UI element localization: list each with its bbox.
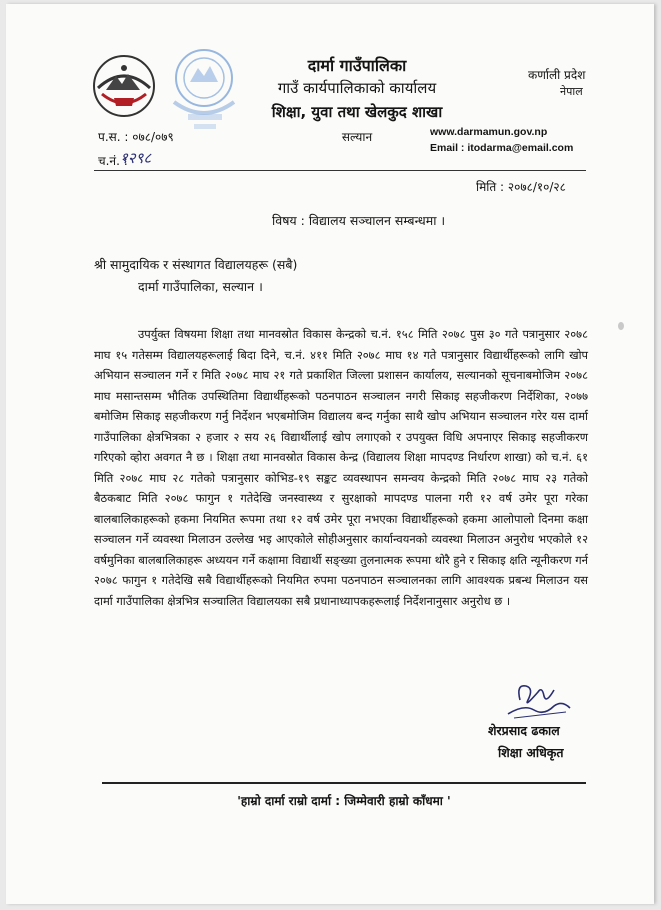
letter-body-text: उपर्युक्त विषयमा शिक्षा तथा मानवस्रोत विकास केन्द्रको च.नं. १५८ मिति २०७८ पुस ३० गते पत्रानुसार २०७८ माघ १५ गतेसम्म विद्यालयहरूलाई बिदा दिने, च.नं. ४११ मिति २०७८ माघ १४ गते पत्रानुसार विद्यार्थीहरूको लागि खोप अभियान सञ्चालन गर्ने र मिति २०७८ माघ २१ गते प्रकाशित जिल्ला प्रशासन कार्यालय, सल्यानको सूचनाबमोजिम २०७८ माघ मसान्तसम्म भौतिक उपस्थितिमा विद्यार्थीहरूको पठनपाठन सञ्चालन नगरी सिकाइ सहजीकरण निर्देशिका, २०७७ बमोजिम सिकाइ सहजीकरण गर्नु निर्देशन भएबमोजिम विद्यालय बन्द गर्नुका साथै खोप अभियान सञ्चालन गरेर यस दार्मा गाउँपालिका क्षेत्रभित्रका २ हजार २ सय २६ विद्यार्थीलाई खोप लगाएको र उपयुक्त विधि अपनाएर सिकाइ सहजीकरण गरिएको व्होरा अवगत नै छ । शिक्षा तथा मानवस्रोत विकास केन्द्र (विद्यालय शिक्षा मापदण्ड निर्धारण शाखा) को च.नं. ६१ मिति २०७८ माघ २८ गतेको पत्रानुसार कोभिड-१९ सङ्कट व्यवस्थापन समन्वय केन्द्रको मिति २०७८ माघ २३ गतेको बैठकबाट मिति २०७८ फागुन १ गतेदेखि जनस्वास्थ्य र सुरक्षाको मापदण्ड पालना गरी १२ वर्ष उमेर पूरा गरेका बालबालिकाहरूको हकमा नियमित रूपमा तथा १२ वर्ष उमेर पूरा नभएका विद्यार्थीहरूको हकमा आलोपालो दिनमा कक्षा सञ्चालन गर्ने व्यवस्था मिलाउन उल्लेख भइ आएकोले सोहीअनुसार कार्यान्वयनको व्यवस्था मिलाउन अनुरोध भएकोले १२ वर्षमुनिका बालबालिकाहरू अध्ययन गर्ने कक्षामा विद्यार्थी सङ्ख्या तुलनात्मक रूपमा थोरै हुने र सिकाइ क्षति न्यूनीकरण गर्न २०७८ फागुन १ गतेदेखि सबै विद्यार्थीहरूको नियमित रुपमा पठनपाठन सञ्चालनका लागि आवश्यक प्रबन्ध मिलाउन यस दार्मा गाउँपालिका क्षेत्रभित्र सञ्चालित विद्यालयका सबै प्रधानाध्यापकहरूलाई निर्देशनानुसार अनुरोध छ । (94, 327, 588, 608)
country-name: नेपाल (560, 85, 583, 98)
footer-divider (102, 782, 586, 784)
municipality-name: दार्मा गाउँपालिका (307, 56, 407, 75)
letter-ref-number: प.स. : ०७८/०७९ (98, 130, 174, 144)
letter-body (94, 324, 588, 611)
email-text: Email : itodarma@email.com (430, 142, 574, 154)
website-text: www.darmamun.gov.np (430, 126, 548, 138)
letter-subject: विषय : विद्यालय सञ्चालन सम्बन्धमा । (272, 213, 446, 228)
letter-page (6, 4, 654, 904)
nepal-emblem-icon (92, 54, 156, 118)
header-divider (94, 170, 586, 171)
footer-slogan: 'हाम्रो दार्मा राम्रो दार्मा : जिम्मेवारी हाम्रो काँधमा ' (237, 794, 451, 808)
addressee-line-1: श्री सामुदायिक र संस्थागत विद्यालयहरू (सबै) (94, 257, 298, 272)
section-name: शिक्षा, युवा तथा खेलकुद शाखा (271, 103, 443, 121)
scan-smudge (618, 322, 624, 330)
signer-name: शेरप्रसाद ढकाल (488, 723, 560, 738)
handwritten-signature (504, 678, 574, 722)
province-name: कर्णाली प्रदेश (528, 68, 586, 82)
dispatch-number-label: च.नं. : (98, 154, 128, 168)
letter-date: मिति : २०७८/१०/२८ (476, 180, 566, 194)
signer-title: शिक्षा अधिकृत (498, 745, 564, 760)
office-stamp (166, 44, 242, 140)
addressee-line-2: दार्मा गाउँपालिका, सल्यान । (138, 279, 263, 294)
district-name: सल्यान (341, 130, 373, 144)
dispatch-number-value: १२९८ (120, 149, 152, 167)
office-name: गाउँ कार्यपालिकाको कार्यालय (277, 79, 437, 97)
